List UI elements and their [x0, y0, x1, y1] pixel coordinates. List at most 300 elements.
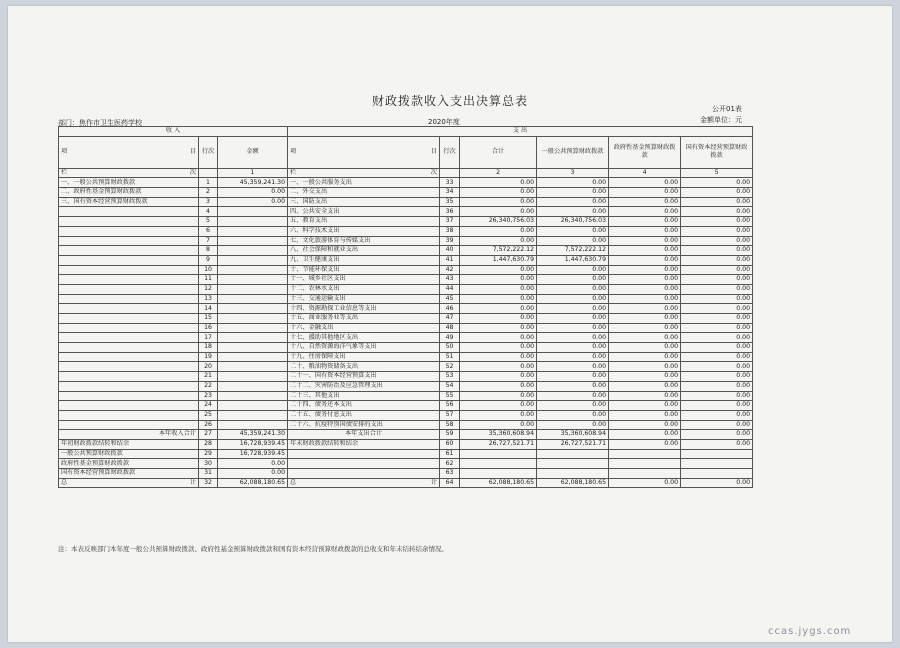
- income-row-no: 28: [199, 439, 218, 449]
- table-row: [59, 207, 753, 217]
- table-row: [59, 265, 753, 275]
- gov-fund-amount: 0.00: [609, 362, 681, 372]
- income-row-no: 25: [199, 410, 218, 420]
- total-amount: 0.00: [460, 178, 537, 188]
- income-item: [59, 362, 199, 372]
- general-public-amount: 0.00: [537, 323, 609, 333]
- state-capital-amount: 0.00: [681, 197, 753, 207]
- column-index-3: 3: [537, 168, 609, 178]
- general-public-amount: 0.00: [537, 372, 609, 382]
- total-amount: 0.00: [460, 294, 537, 304]
- gov-fund-amount: 0.00: [609, 294, 681, 304]
- table-row: [59, 333, 753, 343]
- state-capital-amount: 0.00: [681, 401, 753, 411]
- state-capital-amount: 0.00: [681, 420, 753, 430]
- total-amount: 0.00: [460, 401, 537, 411]
- general-public-amount: 0.00: [537, 236, 609, 246]
- expense-item: 十七、援助其他地区支出: [288, 333, 440, 343]
- general-public-amount: 0.00: [537, 391, 609, 401]
- income-row-no: 31: [199, 469, 218, 479]
- general-public-amount: [537, 469, 609, 479]
- general-public-amount: 0.00: [537, 207, 609, 217]
- gov-fund-amount: 0.00: [609, 265, 681, 275]
- gov-fund-amount: 0.00: [609, 391, 681, 401]
- expense-row-no: 59: [440, 430, 460, 440]
- gov-fund-amount: 0.00: [609, 207, 681, 217]
- state-capital-amount: 0.00: [681, 294, 753, 304]
- gov-fund-amount: 0.00: [609, 304, 681, 314]
- fiscal-year: 2020年度: [428, 118, 460, 126]
- income-row-no: 29: [199, 449, 218, 459]
- expense-item: 十八、自然资源海洋气象等支出: [288, 343, 440, 353]
- total-amount: 1,447,630.79: [460, 255, 537, 265]
- expense-row-no: 58: [440, 420, 460, 430]
- form-number: 公开01表: [712, 105, 742, 113]
- gov-fund-amount: [609, 449, 681, 459]
- general-public-amount: 7,572,222.12: [537, 246, 609, 256]
- gov-fund-amount: 0.00: [609, 178, 681, 188]
- income-item: [59, 275, 199, 285]
- total-amount: 0.00: [460, 420, 537, 430]
- state-capital-amount: 0.00: [681, 255, 753, 265]
- expense-row-no: 36: [440, 207, 460, 217]
- general-public-amount: 0.00: [537, 284, 609, 294]
- general-public-amount: 0.00: [537, 226, 609, 236]
- total-amount: 0.00: [460, 314, 537, 324]
- income-amount: [218, 401, 288, 411]
- income-amount: [218, 246, 288, 256]
- state-capital-amount: 0.00: [681, 226, 753, 236]
- expense-item-header: 项 目: [288, 136, 440, 168]
- table-row: [59, 188, 753, 198]
- income-amount: 45,359,241.30: [218, 178, 288, 188]
- income-item: 一般公共预算财政拨款: [59, 449, 199, 459]
- income-amount: [218, 410, 288, 420]
- income-amount: 45,359,241.30: [218, 430, 288, 440]
- income-amount: [218, 420, 288, 430]
- state-capital-amount: 0.00: [681, 246, 753, 256]
- income-item: [59, 284, 199, 294]
- income-item: [59, 420, 199, 430]
- income-item: 国有资本经营预算财政拨款: [59, 469, 199, 479]
- state-capital-amount: 0.00: [681, 333, 753, 343]
- carryover-detail-row: [59, 469, 753, 479]
- table-row: [59, 284, 753, 294]
- income-item: [59, 236, 199, 246]
- expense-item: 二十六、抗疫特别国债安排的支出: [288, 420, 440, 430]
- expense-row-no: 53: [440, 372, 460, 382]
- state-capital-amount: 0.00: [681, 391, 753, 401]
- table-row: [59, 343, 753, 353]
- total-amount: 35,360,608.94: [460, 430, 537, 440]
- amount-unit: 金额单位：元: [700, 116, 742, 124]
- income-row-no: 5: [199, 217, 218, 227]
- income-item: [59, 314, 199, 324]
- gov-fund-amount: 0.00: [609, 401, 681, 411]
- expense-item: [288, 469, 440, 479]
- table-row: [59, 372, 753, 382]
- expense-row-no: 41: [440, 255, 460, 265]
- expense-item: 十、节能环保支出: [288, 265, 440, 275]
- expense-item: [288, 449, 440, 459]
- table-row: [59, 255, 753, 265]
- expense-row-no: 40: [440, 246, 460, 256]
- income-row-no: 30: [199, 459, 218, 469]
- income-amount: 0.00: [218, 459, 288, 469]
- income-item: [59, 265, 199, 275]
- income-row-no: 23: [199, 391, 218, 401]
- expense-item: 六、科学技术支出: [288, 226, 440, 236]
- state-capital-amount: [681, 469, 753, 479]
- income-row-no: 4: [199, 207, 218, 217]
- column-index-1: 1: [218, 168, 288, 178]
- expense-item: [288, 459, 440, 469]
- total-amount: [460, 459, 537, 469]
- table-row: [59, 391, 753, 401]
- income-row-no: 14: [199, 304, 218, 314]
- general-public-amount: 0.00: [537, 352, 609, 362]
- income-row-no: 16: [199, 323, 218, 333]
- table-row: [59, 226, 753, 236]
- general-public-amount: 0.00: [537, 401, 609, 411]
- state-capital-amount: 0.00: [681, 410, 753, 420]
- expense-item: 本年支出合计: [288, 430, 440, 440]
- income-amount: [218, 265, 288, 275]
- income-item: [59, 323, 199, 333]
- expense-item: 一、一般公共服务支出: [288, 178, 440, 188]
- state-capital-amount: 0.00: [681, 430, 753, 440]
- income-amount: [218, 226, 288, 236]
- expense-row-no-header: 行次: [440, 136, 460, 168]
- total-amount: 0.00: [460, 226, 537, 236]
- expense-item: 十九、住房保障支出: [288, 352, 440, 362]
- expense-row-no: 52: [440, 362, 460, 372]
- gov-fund-amount: 0.00: [609, 275, 681, 285]
- expense-section-header: 支 出: [288, 127, 753, 137]
- expense-item: 十一、城乡社区支出: [288, 275, 440, 285]
- expense-row-no: 35: [440, 197, 460, 207]
- budget-summary-table: [58, 126, 753, 488]
- total-amount: 0.00: [460, 323, 537, 333]
- general-public-amount: 0.00: [537, 178, 609, 188]
- total-amount: 0.00: [460, 381, 537, 391]
- expense-item: 十二、农林水支出: [288, 284, 440, 294]
- general-public-amount: 0.00: [537, 381, 609, 391]
- state-capital-amount: [681, 459, 753, 469]
- income-item-header: 项 目: [59, 136, 199, 168]
- expense-row-no: 37: [440, 217, 460, 227]
- total-amount: 7,572,222.12: [460, 246, 537, 256]
- table-row: [59, 197, 753, 207]
- income-grand-total-label: 总 计: [59, 478, 199, 488]
- carryover-detail-row: [59, 449, 753, 459]
- income-amount: [218, 275, 288, 285]
- total-amount: 0.00: [460, 410, 537, 420]
- income-amount: 0.00: [218, 197, 288, 207]
- gov-fund-amount: 0.00: [609, 333, 681, 343]
- total-amount: 0.00: [460, 391, 537, 401]
- income-row-no-header: 行次: [199, 136, 218, 168]
- table-row: [59, 304, 753, 314]
- expense-row-no: 34: [440, 188, 460, 198]
- expense-row-no: 64: [440, 478, 460, 488]
- gov-fund-amount: [609, 469, 681, 479]
- column-index-2: 2: [460, 168, 537, 178]
- income-row-no: 2: [199, 188, 218, 198]
- income-row-no: 18: [199, 343, 218, 353]
- income-amount: [218, 352, 288, 362]
- income-item: [59, 381, 199, 391]
- gov-fund-amount: 0.00: [609, 188, 681, 198]
- total-amount: 26,727,521.71: [460, 439, 537, 449]
- state-capital-amount: 0.00: [681, 304, 753, 314]
- state-capital-amount: 0.00: [681, 265, 753, 275]
- gov-fund-amount: 0.00: [609, 381, 681, 391]
- income-item: [59, 352, 199, 362]
- total-amount: 0.00: [460, 343, 537, 353]
- grand-total-row: [59, 478, 753, 488]
- general-public-amount: 0.00: [537, 362, 609, 372]
- expense-item: 五、教育支出: [288, 217, 440, 227]
- expense-row-no: 43: [440, 275, 460, 285]
- income-row-no: 22: [199, 381, 218, 391]
- gov-fund-amount: 0.00: [609, 323, 681, 333]
- total-amount: 26,340,756.03: [460, 217, 537, 227]
- gov-fund-amount: 0.00: [609, 314, 681, 324]
- gov-fund-amount: 0.00: [609, 236, 681, 246]
- expense-row-no: 55: [440, 391, 460, 401]
- state-capital-amount: 0.00: [681, 236, 753, 246]
- general-public-amount: 35,360,608.94: [537, 430, 609, 440]
- column-index-label: 栏 次: [59, 168, 199, 178]
- income-amount: [218, 284, 288, 294]
- expense-row-no: 49: [440, 333, 460, 343]
- expense-item: 九、卫生健康支出: [288, 255, 440, 265]
- column-index-label: 栏 次: [288, 168, 440, 178]
- table-row: [59, 217, 753, 227]
- carryover-detail-row: [59, 459, 753, 469]
- income-row-no: 27: [199, 430, 218, 440]
- income-item: [59, 333, 199, 343]
- total-amount: 0.00: [460, 207, 537, 217]
- income-amount-header: 金额: [218, 136, 288, 168]
- general-public-amount: 0.00: [537, 275, 609, 285]
- expense-row-no: 60: [440, 439, 460, 449]
- income-amount: [218, 333, 288, 343]
- total-amount: 62,088,180.65: [460, 478, 537, 488]
- gov-fund-amount: 0.00: [609, 420, 681, 430]
- income-item: 年初财政拨款结转和结余: [59, 439, 199, 449]
- state-capital-amount: 0.00: [681, 314, 753, 324]
- table-row: [59, 246, 753, 256]
- income-section-header: 收 入: [59, 127, 288, 137]
- expense-item: 二十四、债务还本支出: [288, 401, 440, 411]
- income-item: [59, 401, 199, 411]
- total-amount: 0.00: [460, 352, 537, 362]
- expense-row-no: 57: [440, 410, 460, 420]
- expense-row-no: 46: [440, 304, 460, 314]
- income-item: 二、政府性基金预算财政拨款: [59, 188, 199, 198]
- income-amount: [218, 314, 288, 324]
- state-capital-amount: 0.00: [681, 372, 753, 382]
- table-row: [59, 352, 753, 362]
- expense-item: 二十五、债务付息支出: [288, 410, 440, 420]
- general-public-header: 一般公共预算财政拨款: [537, 136, 609, 168]
- expense-row-no: 48: [440, 323, 460, 333]
- income-row-no: 11: [199, 275, 218, 285]
- income-row-no: 7: [199, 236, 218, 246]
- total-amount: 0.00: [460, 275, 537, 285]
- table-row: [59, 410, 753, 420]
- income-amount: [218, 217, 288, 227]
- state-capital-amount: 0.00: [681, 178, 753, 188]
- general-public-amount: 62,088,180.65: [537, 478, 609, 488]
- state-capital-amount: 0.00: [681, 217, 753, 227]
- income-row-no: 15: [199, 314, 218, 324]
- income-row-no: 13: [199, 294, 218, 304]
- expense-row-no: 62: [440, 459, 460, 469]
- table-row: [59, 362, 753, 372]
- expense-row-no: 38: [440, 226, 460, 236]
- total-amount: 0.00: [460, 197, 537, 207]
- expense-item: 十六、金融支出: [288, 323, 440, 333]
- income-amount: 16,728,939.45: [218, 439, 288, 449]
- general-public-amount: 0.00: [537, 343, 609, 353]
- general-public-amount: 0.00: [537, 294, 609, 304]
- expense-row-no: 56: [440, 401, 460, 411]
- income-amount: [218, 391, 288, 401]
- gov-fund-amount: 0.00: [609, 430, 681, 440]
- gov-fund-amount: 0.00: [609, 372, 681, 382]
- expense-row-no: 61: [440, 449, 460, 459]
- total-amount: 0.00: [460, 265, 537, 275]
- state-capital-amount: 0.00: [681, 207, 753, 217]
- income-row-no: 21: [199, 372, 218, 382]
- income-item: [59, 391, 199, 401]
- general-public-amount: 26,340,756.03: [537, 217, 609, 227]
- state-capital-amount: 0.00: [681, 381, 753, 391]
- table-row: [59, 294, 753, 304]
- total-amount: 0.00: [460, 362, 537, 372]
- general-public-amount: 1,447,630.79: [537, 255, 609, 265]
- total-amount: [460, 449, 537, 459]
- income-item: [59, 372, 199, 382]
- income-amount: [218, 381, 288, 391]
- income-amount: [218, 304, 288, 314]
- income-row-no: 32: [199, 478, 218, 488]
- expense-item: 七、文化旅游体育与传媒支出: [288, 236, 440, 246]
- income-item: [59, 246, 199, 256]
- income-amount: [218, 294, 288, 304]
- state-capital-amount: 0.00: [681, 343, 753, 353]
- annual-total-row: [59, 430, 753, 440]
- income-row-no: 17: [199, 333, 218, 343]
- general-public-amount: [537, 449, 609, 459]
- expense-item: 年末财政拨款结转和结余: [288, 439, 440, 449]
- income-item: [59, 255, 199, 265]
- expense-row-no: 42: [440, 265, 460, 275]
- gov-fund-header: 政府性基金预算财政拨款: [609, 136, 681, 168]
- income-row-no: 12: [199, 284, 218, 294]
- column-index-cell: [199, 168, 218, 178]
- column-index-4: 4: [609, 168, 681, 178]
- general-public-amount: 0.00: [537, 265, 609, 275]
- income-item: [59, 294, 199, 304]
- expense-row-no: 39: [440, 236, 460, 246]
- income-amount: [218, 255, 288, 265]
- state-capital-amount: 0.00: [681, 188, 753, 198]
- gov-fund-amount: 0.00: [609, 226, 681, 236]
- expense-item: 十五、商业服务业等支出: [288, 314, 440, 324]
- page-title: 财政拨款收入支出决算总表: [371, 94, 528, 108]
- carryover-row: [59, 439, 753, 449]
- total-amount: 0.00: [460, 304, 537, 314]
- expense-row-no: 54: [440, 381, 460, 391]
- state-capital-amount: 0.00: [681, 284, 753, 294]
- table-row: [59, 381, 753, 391]
- income-item: 一、一般公共预算财政拨款: [59, 178, 199, 188]
- state-capital-amount: 0.00: [681, 352, 753, 362]
- income-amount: [218, 372, 288, 382]
- expense-item: 十四、资源勘探工业信息等支出: [288, 304, 440, 314]
- expense-row-no: 45: [440, 294, 460, 304]
- state-capital-amount: 0.00: [681, 478, 753, 488]
- general-public-amount: 0.00: [537, 188, 609, 198]
- expense-row-no: 50: [440, 343, 460, 353]
- income-row-no: 9: [199, 255, 218, 265]
- table-row: [59, 236, 753, 246]
- gov-fund-amount: 0.00: [609, 217, 681, 227]
- general-public-amount: 0.00: [537, 314, 609, 324]
- expense-item: 二十一、国有资本经营预算支出: [288, 372, 440, 382]
- expense-item: 四、公共安全支出: [288, 207, 440, 217]
- table-row: [59, 323, 753, 333]
- income-item: 三、国有资本经营预算财政拨款: [59, 197, 199, 207]
- income-row-no: 3: [199, 197, 218, 207]
- total-amount: 0.00: [460, 188, 537, 198]
- expense-grand-total-label: 总 计: [288, 478, 440, 488]
- income-item: 本年收入合计: [59, 430, 199, 440]
- gov-fund-amount: 0.00: [609, 343, 681, 353]
- income-item: 政府性基金预算财政拨款: [59, 459, 199, 469]
- expense-item: 二十二、灾害防治及应急管理支出: [288, 381, 440, 391]
- gov-fund-amount: 0.00: [609, 439, 681, 449]
- income-amount: [218, 236, 288, 246]
- gov-fund-amount: 0.00: [609, 255, 681, 265]
- gov-fund-amount: 0.00: [609, 352, 681, 362]
- income-row-no: 6: [199, 226, 218, 236]
- table-row: [59, 178, 753, 188]
- general-public-amount: 0.00: [537, 197, 609, 207]
- gov-fund-amount: 0.00: [609, 284, 681, 294]
- watermark-text: ccas.jygs.com: [768, 626, 852, 637]
- gov-fund-amount: [609, 459, 681, 469]
- income-row-no: 8: [199, 246, 218, 256]
- expense-item: 十三、交通运输支出: [288, 294, 440, 304]
- table-row: [59, 420, 753, 430]
- state-capital-amount: 0.00: [681, 275, 753, 285]
- income-item: [59, 410, 199, 420]
- income-amount: [218, 343, 288, 353]
- income-amount: 0.00: [218, 188, 288, 198]
- gov-fund-amount: 0.00: [609, 410, 681, 420]
- footnote: 注：本表反映部门本年度一般公共预算财政拨款、政府性基金预算财政拨款和国有资本经营预算财政拨款的总收支和年末结转结余情况。: [58, 545, 448, 553]
- total-amount: [460, 469, 537, 479]
- expense-row-no: 47: [440, 314, 460, 324]
- income-row-no: 20: [199, 362, 218, 372]
- income-item: [59, 226, 199, 236]
- income-amount: [218, 207, 288, 217]
